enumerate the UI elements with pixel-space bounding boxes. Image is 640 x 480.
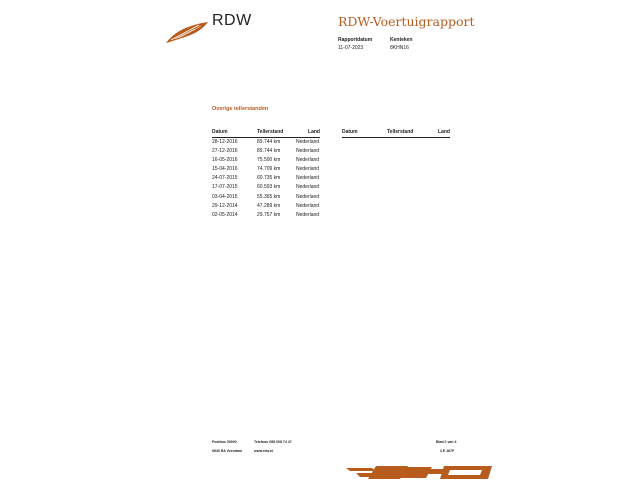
plate-value: 8KHN16 — [390, 45, 409, 51]
cell-date: 03-04-2015 — [212, 193, 238, 200]
document-title: RDW-Voertuigrapport — [338, 14, 475, 29]
cell-date: 29-12-2014 — [212, 202, 238, 209]
table-row — [212, 202, 320, 211]
table-row — [212, 183, 320, 192]
cell-date: 16-05-2016 — [212, 157, 238, 164]
cell-country: Nederland — [296, 157, 320, 164]
table-row — [212, 193, 320, 202]
cell-country: Nederland — [296, 193, 320, 200]
cell-reading: 75.500 km — [257, 157, 281, 164]
table-row — [212, 174, 320, 183]
footer-postbus: Postbus 30000 — [212, 440, 237, 444]
cell-date: 17-07-2015 — [212, 184, 238, 191]
col-header-reading: Tellerstand — [257, 129, 284, 135]
cell-country: Nederland — [296, 211, 320, 218]
cell-reading: 89.744 km — [257, 148, 281, 155]
report-date-label: Rapportdatum — [338, 37, 373, 43]
rdw-logo-icon — [165, 20, 209, 44]
cell-reading: 74.709 km — [257, 166, 281, 173]
cell-reading: 29.757 km — [257, 211, 281, 218]
col-header-reading: Tellerstand — [387, 129, 414, 135]
footer-city: 9640 RA Veendam — [212, 449, 243, 453]
cell-reading: 60.593 km — [257, 184, 281, 191]
footer-page-number: Blad 2 van 4 — [436, 440, 457, 444]
cell-reading: 47.289 km — [257, 202, 281, 209]
col-header-country: Land — [308, 129, 320, 135]
cell-reading: 60.735 km — [257, 175, 281, 182]
cell-date: 28-12-2016 — [212, 139, 238, 145]
cell-date: 02-05-2014 — [212, 211, 238, 218]
decorative-stripes-icon — [346, 465, 492, 480]
footer-code: 3 E 167F — [440, 449, 455, 453]
cell-date: 24-07-2015 — [212, 175, 238, 182]
table-header — [212, 129, 320, 138]
footer-website[interactable]: www.rdw.nl — [254, 449, 274, 453]
cell-reading: 55.365 km — [257, 193, 281, 200]
cell-country: Nederland — [296, 175, 320, 182]
cell-country: Nederland — [296, 148, 320, 155]
cell-date: 27-12-2016 — [212, 148, 238, 155]
table-header — [342, 129, 450, 138]
report-date-value: 11-07-2023 — [338, 45, 364, 51]
odometer-table-left — [212, 129, 320, 220]
footer-phone: Telefoon 088 008 74 47 — [254, 440, 292, 444]
col-header-country: Land — [438, 129, 450, 135]
plate-block — [390, 37, 413, 51]
cell-country: Nederland — [296, 139, 320, 145]
section-title: Overige tellerstanden — [212, 106, 269, 112]
table-body — [212, 138, 320, 220]
table-row — [212, 156, 320, 165]
odometer-table-right — [342, 129, 450, 138]
table-row — [212, 211, 320, 220]
brand-name: RDW — [212, 12, 252, 29]
cell-country: Nederland — [296, 184, 320, 191]
table-row — [212, 147, 320, 156]
cell-country: Nederland — [296, 166, 320, 173]
col-header-date: Datum — [342, 129, 358, 135]
cell-date: 15-04-2016 — [212, 166, 238, 173]
table-row — [212, 138, 320, 147]
table-row — [212, 165, 320, 174]
cell-country: Nederland — [296, 202, 320, 209]
report-date-block — [338, 37, 372, 51]
cell-reading: 89.744 km — [257, 139, 281, 145]
col-header-date: Datum — [212, 129, 228, 135]
plate-label: Kenteken — [390, 37, 413, 43]
